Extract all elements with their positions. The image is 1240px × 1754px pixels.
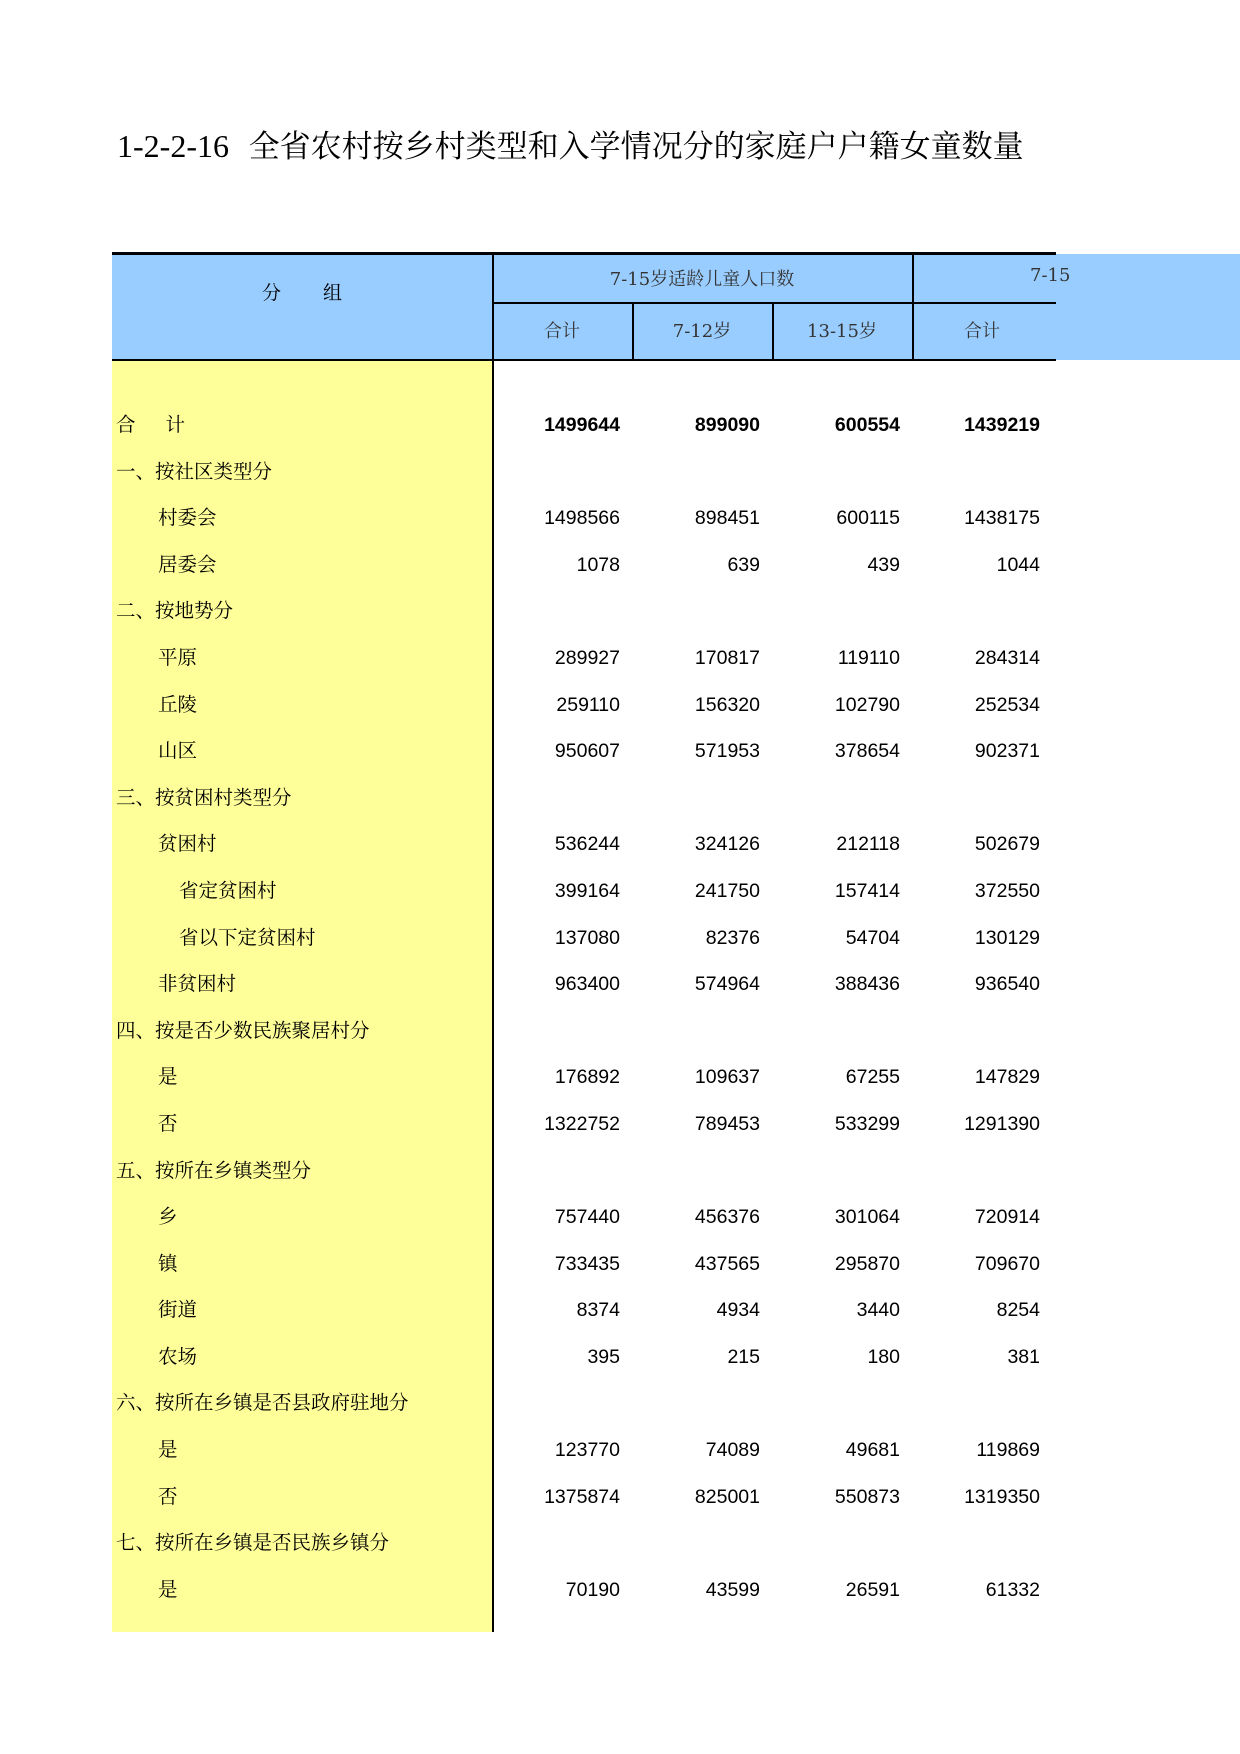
row-label: 四、按是否少数民族聚居村分: [116, 1018, 370, 1042]
row-value: 439: [867, 553, 900, 576]
row-value: 324126: [694, 833, 760, 856]
row-value: 170817: [694, 646, 760, 669]
row-value: 289927: [554, 646, 620, 669]
header-span-7-15: 7-15岁适龄儿童人口数: [609, 269, 795, 290]
row-value: 1291390: [964, 1112, 1040, 1135]
row-label: 村委会: [158, 506, 217, 530]
row-label: 六、按所在乡镇是否县政府驻地分: [116, 1391, 409, 1415]
row-value: 571953: [694, 740, 760, 763]
row-value: 156320: [694, 693, 760, 716]
row-label: 非贫困村: [158, 972, 237, 996]
row-label: 居委会: [158, 552, 217, 576]
row-value: 437565: [694, 1252, 760, 1275]
row-label: 一、按社区类型分: [116, 459, 273, 483]
row-label: 乡: [158, 1205, 178, 1229]
row-value: 109637: [694, 1066, 760, 1089]
table-row: [112, 1148, 1056, 1195]
row-value: 733435: [554, 1252, 620, 1275]
row-value: 825001: [694, 1485, 760, 1508]
row-value: 574964: [694, 973, 760, 996]
row-value: 533299: [834, 1112, 900, 1135]
row-value: 502679: [974, 833, 1040, 856]
table-row: [112, 915, 1056, 962]
row-value: 70190: [565, 1578, 620, 1601]
row-value: 600554: [834, 414, 900, 436]
row-value: 26591: [845, 1578, 900, 1601]
header-mid-rule: [492, 302, 1056, 304]
row-value: 4934: [716, 1299, 760, 1322]
table-row: [112, 961, 1056, 1008]
row-value: 950607: [554, 740, 620, 763]
table-row: [112, 1054, 1056, 1101]
row-value: 1438175: [964, 507, 1040, 530]
row-value: 399164: [554, 879, 620, 902]
row-value: 1044: [996, 553, 1040, 576]
row-label: 五、按所在乡镇类型分: [116, 1158, 312, 1182]
row-value: 1499644: [544, 414, 620, 436]
row-value: 378654: [834, 740, 900, 763]
row-label: 是: [158, 1438, 178, 1462]
table-row: [112, 1101, 1056, 1148]
row-value: 720914: [974, 1206, 1040, 1229]
row-value: 963400: [554, 973, 620, 996]
table-row: [112, 1567, 1056, 1614]
table-row: [112, 775, 1056, 822]
row-value: 381: [1007, 1345, 1040, 1368]
group-header: 分组: [261, 282, 384, 304]
row-label: 农场: [158, 1344, 198, 1368]
row-value: 1319350: [964, 1485, 1040, 1508]
row-label: 否: [158, 1484, 178, 1508]
row-value: 147829: [974, 1066, 1040, 1089]
row-value: 372550: [974, 879, 1040, 902]
row-value: 902371: [974, 740, 1040, 763]
row-value: 898451: [694, 507, 760, 530]
table-row: [112, 1008, 1056, 1055]
table-row: [112, 495, 1056, 542]
table-row: [112, 868, 1056, 915]
row-label: 贫困村: [158, 832, 217, 856]
table-row: [112, 1334, 1056, 1381]
row-value: 49681: [845, 1439, 900, 1462]
table-row: [112, 1287, 1056, 1334]
row-label: 合计: [116, 413, 216, 436]
row-label: 山区: [158, 739, 198, 763]
table-title-text: 全省农村按乡村类型和入学情况分的家庭户户籍女童数量: [248, 129, 1024, 165]
row-value: 123770: [554, 1439, 620, 1462]
page-title: [117, 124, 1057, 168]
row-value: 284314: [974, 646, 1040, 669]
row-value: 757440: [554, 1206, 620, 1229]
row-value: 936540: [974, 973, 1040, 996]
header-bottom-rule: [112, 359, 1056, 361]
table-row: [112, 821, 1056, 868]
row-value: 82376: [705, 926, 760, 949]
data-table: [112, 252, 1240, 1632]
row-value: 157414: [834, 879, 900, 902]
header-total-2: 合计: [964, 321, 1000, 342]
row-value: 61332: [985, 1578, 1040, 1601]
row-value: 1078: [576, 553, 620, 576]
table-row: [112, 682, 1056, 729]
header-age-13-15: 13-15岁: [807, 321, 877, 342]
row-value: 241750: [694, 879, 760, 902]
row-value: 119110: [837, 646, 900, 669]
row-value: 8254: [996, 1299, 1040, 1322]
row-label: 是: [158, 1065, 178, 1089]
table-row: [112, 1520, 1056, 1567]
table-row: [112, 1241, 1056, 1288]
row-label: 镇: [158, 1251, 178, 1275]
row-value: 252534: [974, 693, 1040, 716]
table-code: 1-2-2-16: [117, 128, 229, 164]
row-label: 二、按地势分: [116, 599, 234, 623]
row-label: 否: [158, 1111, 178, 1135]
row-value: 259110: [556, 693, 620, 716]
row-value: 212118: [836, 833, 900, 856]
row-label: 街道: [158, 1298, 198, 1322]
row-value: 295870: [834, 1252, 900, 1275]
row-value: 119869: [976, 1439, 1040, 1462]
row-value: 301064: [834, 1206, 900, 1229]
row-value: 176892: [554, 1066, 620, 1089]
row-label: 省定贫困村: [179, 878, 277, 902]
table-row: [112, 588, 1056, 635]
row-value: 102790: [834, 693, 900, 716]
table-body: [112, 402, 1056, 1613]
row-value: 1322752: [544, 1112, 620, 1135]
table-row: [112, 402, 1056, 449]
row-value: 536244: [554, 833, 620, 856]
row-value: 3440: [856, 1299, 900, 1322]
row-value: 388436: [834, 973, 900, 996]
table-row: [112, 449, 1056, 496]
table-top-border: [112, 252, 1056, 255]
row-value: 1498566: [544, 507, 620, 530]
row-value: 899090: [694, 414, 760, 436]
table-row: [112, 1474, 1056, 1521]
table-row: [112, 728, 1056, 775]
table-row: [112, 542, 1056, 589]
row-label: 三、按贫困村类型分: [116, 785, 292, 809]
row-value: 456376: [694, 1206, 760, 1229]
row-value: 8374: [576, 1299, 620, 1322]
row-label: 平原: [158, 645, 198, 669]
row-label: 是: [158, 1577, 178, 1601]
row-value: 639: [727, 553, 760, 576]
row-value: 550873: [834, 1485, 900, 1508]
row-value: 137080: [554, 926, 620, 949]
row-value: 1439219: [964, 414, 1040, 436]
row-value: 789453: [694, 1112, 760, 1135]
row-value: 43599: [705, 1578, 760, 1601]
row-value: 395: [587, 1345, 620, 1368]
row-value: 54704: [845, 926, 900, 949]
row-label: 七、按所在乡镇是否民族乡镇分: [116, 1531, 390, 1555]
header-span-7-15-second: 7-15: [1030, 265, 1071, 286]
row-value: 709670: [974, 1252, 1040, 1275]
row-value: 215: [727, 1345, 760, 1368]
header-age-7-12: 7-12岁: [672, 321, 732, 342]
table-row: [112, 635, 1056, 682]
row-value: 67255: [845, 1066, 900, 1089]
header-total: 合计: [544, 321, 580, 342]
table-row: [112, 1427, 1056, 1474]
row-value: 600115: [836, 507, 900, 530]
table-row: [112, 1194, 1056, 1241]
table-row: [112, 1380, 1056, 1427]
row-label: 丘陵: [158, 692, 198, 716]
row-value: 74089: [705, 1439, 760, 1462]
row-value: 1375874: [544, 1485, 620, 1508]
row-value: 180: [867, 1345, 900, 1368]
table-visible-area: [112, 252, 1071, 1632]
row-label: 省以下定贫困村: [179, 925, 316, 949]
row-value: 130129: [974, 926, 1040, 949]
